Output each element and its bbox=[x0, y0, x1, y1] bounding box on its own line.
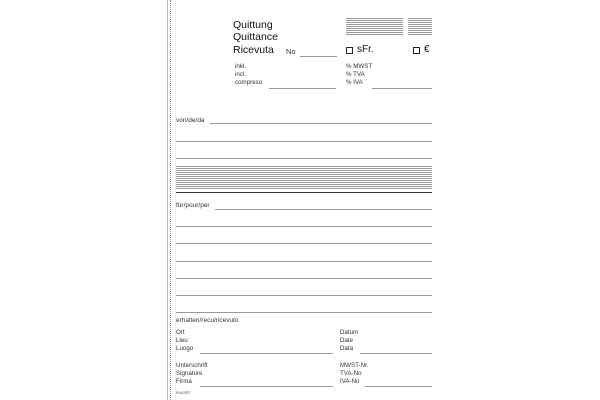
received-label: erhalten/recu/ricevuto bbox=[176, 317, 239, 324]
place-it: Luogo bbox=[176, 345, 194, 352]
euro-label: € bbox=[424, 44, 430, 55]
for-line-7[interactable] bbox=[176, 312, 432, 313]
vat-amount-field[interactable] bbox=[269, 88, 336, 89]
vat-pct-fr: % TVA bbox=[346, 71, 365, 78]
date-fr: Date bbox=[340, 337, 354, 344]
chf-checkbox[interactable] bbox=[346, 47, 353, 54]
vat-pct-de: % MWST bbox=[346, 63, 373, 70]
number-label: No bbox=[286, 47, 296, 56]
for-line-6[interactable] bbox=[176, 295, 432, 296]
amount-euro-box bbox=[408, 18, 432, 36]
title-de: Quittung bbox=[233, 19, 273, 31]
for-line-2[interactable] bbox=[176, 226, 432, 227]
vat-percent-field[interactable] bbox=[372, 88, 432, 89]
title-it: Ricevuta bbox=[233, 44, 274, 56]
from-label: von/de/da bbox=[176, 117, 205, 124]
divider-line bbox=[176, 192, 432, 193]
vat-incl-it: compreso bbox=[235, 79, 263, 86]
place-fr: Lieu bbox=[176, 337, 188, 344]
vat-no-fr: TVA-No bbox=[340, 370, 362, 377]
vat-incl-fr: incl. bbox=[235, 71, 247, 78]
amount-words-band bbox=[176, 166, 432, 189]
receipt-form bbox=[167, 0, 438, 400]
amount-chf-box bbox=[346, 18, 403, 36]
signature-field[interactable] bbox=[200, 386, 333, 387]
euro-checkbox[interactable] bbox=[413, 47, 420, 54]
footer-code: R443RT bbox=[176, 390, 191, 395]
vat-no-it: IVA-No bbox=[340, 378, 360, 385]
number-field[interactable] bbox=[300, 56, 337, 57]
from-line-1[interactable] bbox=[210, 123, 432, 124]
from-line-2[interactable] bbox=[176, 141, 432, 142]
for-line-4[interactable] bbox=[176, 261, 432, 262]
date-it: Data bbox=[340, 345, 354, 352]
signature-fr: Signature bbox=[176, 370, 203, 377]
vat-no-field[interactable] bbox=[365, 386, 432, 387]
from-line-3[interactable] bbox=[176, 158, 432, 159]
date-de: Datum bbox=[340, 329, 359, 336]
for-line-5[interactable] bbox=[176, 278, 432, 279]
title-fr: Quittance bbox=[233, 31, 278, 43]
vat-pct-it: % IVA bbox=[346, 79, 363, 86]
date-field[interactable] bbox=[360, 353, 432, 354]
chf-label: sFr. bbox=[357, 44, 374, 55]
place-field[interactable] bbox=[200, 353, 333, 354]
for-line-3[interactable] bbox=[176, 243, 432, 244]
for-label: für/pour/per bbox=[176, 202, 210, 209]
vat-incl-de: inkl. bbox=[235, 63, 247, 70]
perforation-line bbox=[170, 0, 172, 400]
for-line-1[interactable] bbox=[215, 209, 432, 210]
signature-de: Unterschrift bbox=[176, 362, 208, 369]
signature-it: Firma bbox=[176, 378, 192, 385]
vat-no-de: MWST-Nr. bbox=[340, 362, 369, 369]
place-de: Ort bbox=[176, 329, 185, 336]
